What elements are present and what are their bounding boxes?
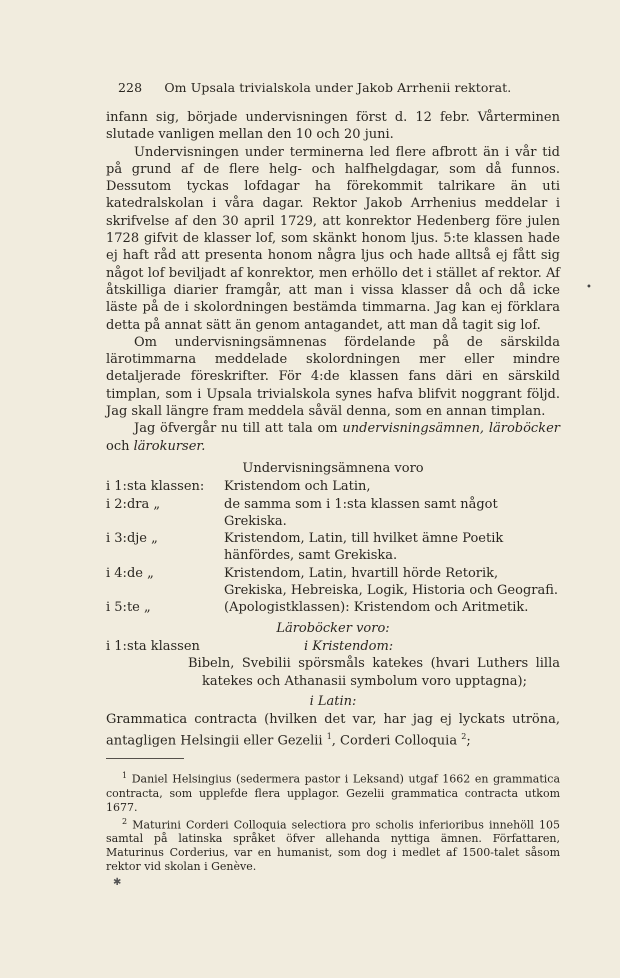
books-subject-kristendom-text: i Kristendom: [304,638,394,654]
latin-books-text-1: Grammatica contracta (hvilken det var, har jag ej lyckats utröna, antagligen Helsingii eller Gezelii [106,712,560,749]
margin-dot: • [586,282,592,293]
latin-books-text-3: ; [466,733,471,749]
subjects-heading: Undervisningsämnena voro [242,460,424,476]
subject-row [106,478,560,495]
subject-class: i 2:dra „ [106,496,161,512]
paragraph-4-connector: och [106,438,134,454]
subject-row [106,565,560,600]
paragraph-4-emphasis-2: lärokurser. [133,438,206,454]
footnote-text: Maturini Corderi Colloquia selectiora pro scholis inferioribus innehöll 105 samtal på latinska språket öfver allehanda nyttiga ämnen. Författaren, Maturinus Corderius, var en humanist, som dog i medlet af 1500-talet såsom rektor vid skolan i Genève. [106,818,561,874]
footnote-2 [106,815,560,875]
footnote-mark: 2 [122,816,128,826]
running-title: Om Upsala trivialskola under Jakob Arrhenii rektorat. [164,80,512,95]
subject-class: i 1:sta klassen: [106,479,205,495]
page-body [106,109,560,874]
subject-row [106,496,560,531]
paragraph-3: Om undervisningsämnenas fördelande på de särskilda lärotimmarna meddelade skolordningen mer eller mindre detaljerade föreskrifter. För 4:de klassen fans däri en särskild timplan, som i Upsala trivialskola synes hafva blifvit noggrant följd. Jag skall längre fram meddela såväl denna, som en annan timplan. [106,334,560,420]
books-subject-latin [106,693,560,710]
books-subject-latin-text: i Latin: [309,693,357,709]
books-class-row [106,638,560,655]
subject-row [106,530,560,565]
subject-row [106,599,560,616]
page-number: 228 [118,80,143,95]
paragraph-4-emphasis-1: undervisningsämnen, läroböcker [342,421,560,437]
paragraph-4 [106,420,560,455]
subject-class: i 4:de „ [106,565,154,581]
page-header [118,80,518,95]
footnote-ref-2: 2 [461,732,467,742]
subject-text: Kristendom, Latin, till hvilket ämne Poetik hänfördes, samt Grekiska. [224,531,504,564]
printer-mark: ✱ [113,877,122,888]
paragraph-2: Undervisningen under terminerna led flere afbrott än i vår tid på grund af de flere helg- och halfhelgdagar, som då funnos. Dessutom tyckas lofdagar ha förekommit talrikare än uti katedralskolan i våra dagar. Rektor Jakob Arrhenius meddelar i skrifvelse af den 30 april 1729, att konrektor Hedenberg före julen 1728 gifvit de klasser lof, som skänkt honom ljus. 5:te klassen hade ej haft råd att presenta honom några ljus och hade alltså ej fått sig något lof beviljadt af konrektor, men erhöllo det i stället af rektor. Af åtskilliga diarier framgår, att man i vissa klasser då och då icke läste på de i skolordningen bestämda timmarna. Jag kan ej förklara detta på annat sätt än genom antagandet, att man då tagit sig lof. [106,144,560,333]
books-class-label: i 1:sta klassen [106,638,200,654]
paragraph-4-text: Jag öfvergår nu till att tala om [134,421,343,437]
footnote-1 [106,769,560,815]
footnote-mark: 1 [122,771,128,781]
subject-text: Kristendom, Latin, hvartill hörde Retorik, Grekiska, Hebreiska, Logik, Historia och Geografi. [224,565,559,599]
latin-books-text-2: , Corderi Colloquia [331,733,462,749]
paragraph-1: infann sig, började undervisningen först d. 12 febr. Vårterminen slutade vanligen mellan den 10 och 20 juni. [106,110,560,143]
subject-text: (Apologistklassen): Kristendom och Aritmetik. [224,600,529,616]
subject-text: Kristendom och Latin, [224,479,371,495]
subjects-list [106,478,560,616]
subject-text: de samma som i 1:sta klassen samt något Grekiska. [224,496,498,529]
books-heading [106,620,560,637]
footnote-ref-1: 1 [326,732,332,742]
subject-class: i 3:dje „ [106,531,158,547]
books-heading-text: Läroböcker voro: [276,620,390,636]
latin-books [106,711,560,750]
books-subject-kristendom [304,638,393,655]
subject-class: i 5:te „ [106,600,151,616]
kristendom-books: Bibeln, Svebilii spörsmåls katekes (hvari Luthers lilla katekes och Athanasii symbolum voro upptagna); [188,656,560,689]
footnote-divider [106,758,184,759]
footnote-text: Daniel Helsingius (sedermera pastor i Leksand) utgaf 1662 en grammatica contracta, som upplefde flera upplagor. Gezelii grammatica contracta utkom 1677. [106,772,560,814]
